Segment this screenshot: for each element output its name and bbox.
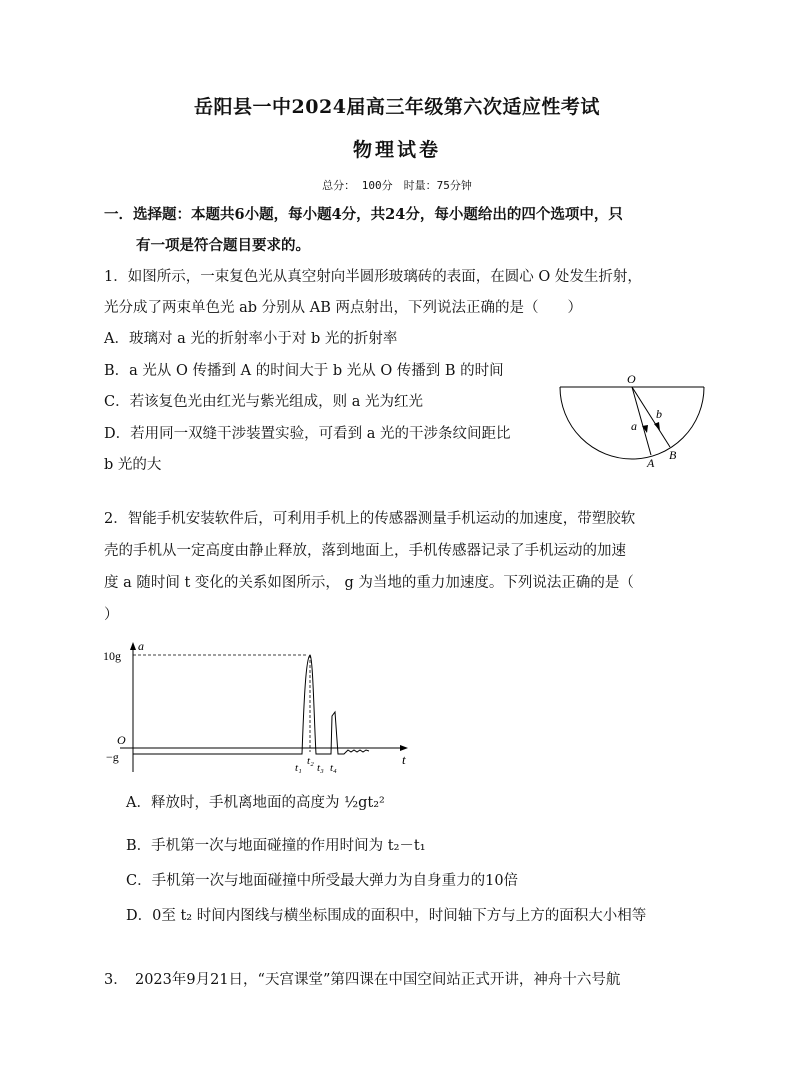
q2-fig-label-t1: t₁ [295, 762, 302, 774]
q2-fig-label-a: a [138, 639, 144, 653]
section-heading-line1: 一．选择题：本题共6小题，每小题4分，共24分，每小题给出的四个选项中，只 [104, 206, 623, 223]
q1-option-a: A．玻璃对 a 光的折射率小于对 b 光的折射率 [104, 331, 398, 347]
section-heading-line2: 有一项是符合题目要求的。 [136, 237, 310, 254]
q2-option-c: C．手机第一次与地面碰撞中所受最大弹力为自身重力的10倍 [126, 873, 519, 889]
q1-option-c: C．若该复色光由红光与紫光组成，则 a 光为红光 [104, 394, 423, 410]
q2-stem-line2: 壳的手机从一定高度由静止释放，落到地面上，手机传感器记录了手机运动的加速 [104, 543, 626, 559]
q2-fig-label-o: O [117, 733, 126, 747]
q1-fig-label-B: B [669, 448, 677, 462]
q2-fig-label-10g: 10g [103, 649, 121, 663]
q1-fig-label-a: a [631, 419, 637, 433]
q1-stem-line1: 1．如图所示，一束复色光从真空射向半圆形玻璃砖的表面，在圆心 O 处发生折射， [104, 269, 642, 285]
q2-fig-label-t4: t₄ [330, 762, 337, 774]
q1-option-d-line2: b 光的大 [104, 457, 162, 473]
q2-figure-graph [100, 638, 420, 778]
q2-fig-label-t3: t₃ [317, 762, 324, 774]
q2-fig-label-neg-g: −g [106, 750, 119, 764]
q2-stem-line3: 度 a 随时间 t 变化的关系如图所示， g 为当地的重力加速度。下列说法正确的是（ [104, 575, 634, 591]
q2-stem-line4: ） [104, 607, 119, 623]
q2-option-a: A．释放时，手机离地面的高度为 ½gt₂² [126, 795, 385, 811]
exam-title: 岳阳县一中2024届高三年级第六次适应性考试 [194, 96, 600, 118]
q1-stem-line2: 光分成了两束单色光 ab 分别从 AB 两点射出，下列说法正确的是（ ） [104, 300, 582, 316]
q1-fig-label-A: A [647, 456, 655, 470]
exam-meta: 总分： 100分 时量：75分钟 [322, 179, 472, 192]
q3-stem-line1: 3． 2023年9月21日，“天宫课堂”第四课在中国空间站正式开讲，神舟十六号航 [104, 972, 621, 988]
q2-fig-label-t2: t₂ [307, 755, 314, 767]
q1-fig-label-o: O [627, 372, 636, 386]
q1-option-b: B．a 光从 O 传播到 A 的时间大于 b 光从 O 传播到 B 的时间 [104, 363, 504, 379]
q2-stem-line1: 2．智能手机安装软件后，可利用手机上的传感器测量手机运动的加速度，带塑胶软 [104, 511, 636, 527]
q1-figure-semicircle [555, 368, 715, 474]
q1-fig-label-b: b [656, 407, 662, 421]
exam-subtitle: 物理试卷 [352, 139, 441, 161]
q2-option-b: B．手机第一次与地面碰撞的作用时间为 t₂－t₁ [126, 838, 426, 854]
q2-fig-label-t: t [402, 752, 406, 767]
q2-option-d: D．0至 t₂ 时间内图线与横坐标围成的面积中，时间轴下方与上方的面积大小相等 [126, 908, 647, 924]
q1-option-d-line1: D．若用同一双缝干涉装置实验，可看到 a 光的干涉条纹间距比 [104, 426, 511, 442]
